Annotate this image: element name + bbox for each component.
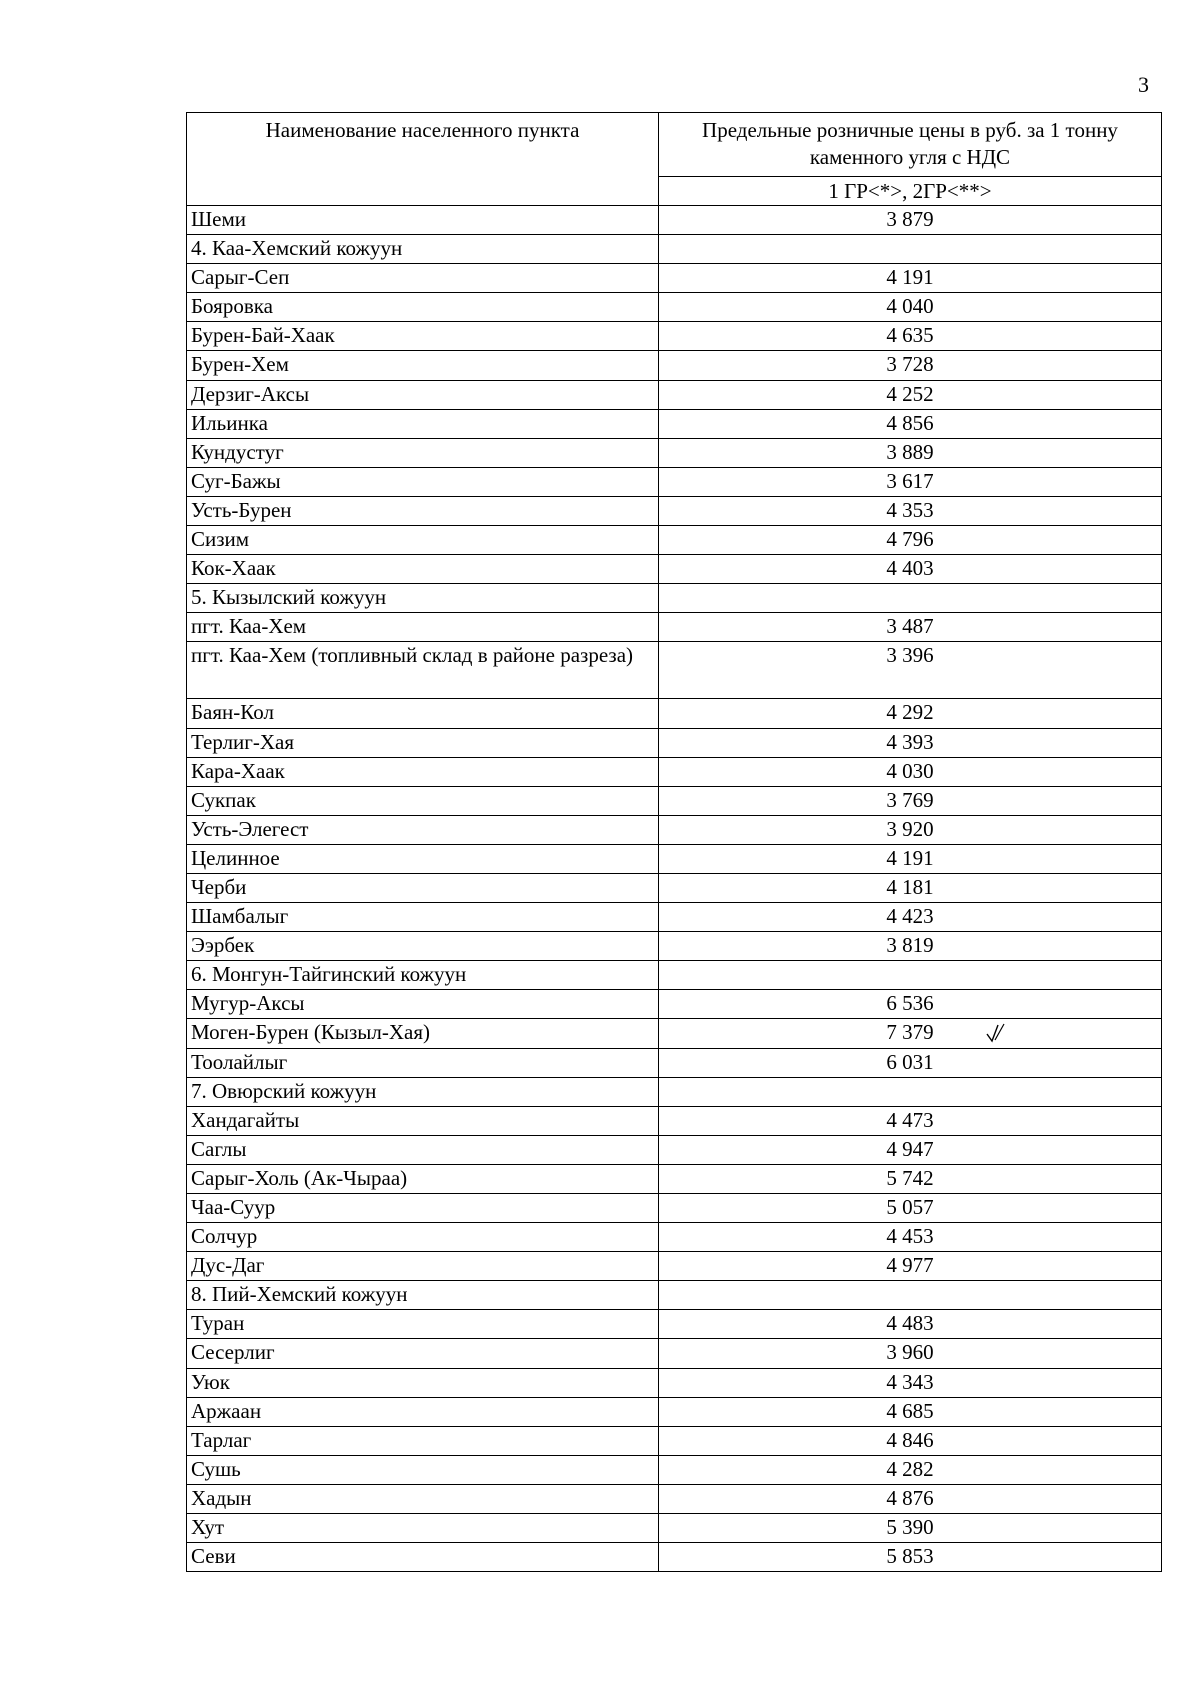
settlement-name: Сизим xyxy=(187,526,659,555)
price-value: 4 040 xyxy=(659,293,1162,322)
price-value: 7 379 xyxy=(659,1019,1162,1048)
table-row xyxy=(187,815,1162,844)
settlement-name: Моген-Бурен (Кызыл-Хая) xyxy=(187,1019,659,1048)
price-value: 6 536 xyxy=(659,990,1162,1019)
price-value: 4 403 xyxy=(659,555,1162,584)
price-value: 3 819 xyxy=(659,932,1162,961)
column-header-price: Предельные розничные цены в руб. за 1 тонну каменного угля с НДС xyxy=(659,113,1162,177)
table-row xyxy=(187,786,1162,815)
table-row xyxy=(187,1106,1162,1135)
price-value: 4 191 xyxy=(659,264,1162,293)
settlement-name: Суг-Бажы xyxy=(187,467,659,496)
table-row xyxy=(187,728,1162,757)
price-value: 4 282 xyxy=(659,1455,1162,1484)
table-row xyxy=(187,903,1162,932)
table-row xyxy=(187,526,1162,555)
settlement-name: Сарыг-Холь (Ак-Чыраа) xyxy=(187,1164,659,1193)
price-value xyxy=(659,961,1162,990)
settlement-name: Шеми xyxy=(187,206,659,235)
handwritten-checkmark xyxy=(984,1022,1010,1044)
settlement-name: Хандагайты xyxy=(187,1106,659,1135)
table-row xyxy=(187,264,1162,293)
settlement-name: Солчур xyxy=(187,1223,659,1252)
price-value: 3 728 xyxy=(659,351,1162,380)
price-value xyxy=(659,584,1162,613)
settlement-name: пгт. Каа-Хем (топливный склад в районе разреза) xyxy=(187,642,659,699)
column-header-settlement: Наименование населенного пункта xyxy=(187,113,659,206)
price-value: 4 292 xyxy=(659,699,1162,728)
table-row xyxy=(187,757,1162,786)
settlement-name: Хадын xyxy=(187,1484,659,1513)
page-number: 3 xyxy=(1138,72,1149,97)
table-row xyxy=(187,990,1162,1019)
price-value: 4 846 xyxy=(659,1426,1162,1455)
settlement-name: 7. Овюрский кожуун xyxy=(187,1077,659,1106)
price-value: 4 393 xyxy=(659,728,1162,757)
settlement-name: Туран xyxy=(187,1310,659,1339)
settlement-name: Аржаан xyxy=(187,1397,659,1426)
table-row xyxy=(187,932,1162,961)
settlement-name: Севи xyxy=(187,1543,659,1572)
table-row xyxy=(187,206,1162,235)
settlement-name: Тоолайлыг xyxy=(187,1048,659,1077)
settlement-name: 4. Каа-Хемский кожуун xyxy=(187,235,659,264)
settlement-name: Дерзиг-Аксы xyxy=(187,380,659,409)
table-row xyxy=(187,1339,1162,1368)
table-row xyxy=(187,1019,1162,1048)
price-value: 4 453 xyxy=(659,1223,1162,1252)
table-row xyxy=(187,1223,1162,1252)
table-row xyxy=(187,642,1162,699)
price-value: 5 057 xyxy=(659,1194,1162,1223)
settlement-name: Бояровка xyxy=(187,293,659,322)
settlement-name: Саглы xyxy=(187,1135,659,1164)
price-value: 4 353 xyxy=(659,496,1162,525)
settlement-name: Хут xyxy=(187,1514,659,1543)
column-subheader-groups: 1 ГР<*>, 2ГР<**> xyxy=(659,176,1162,205)
price-value: 6 031 xyxy=(659,1048,1162,1077)
settlement-name: Целинное xyxy=(187,844,659,873)
settlement-name: Кундустуг xyxy=(187,438,659,467)
table-row xyxy=(187,1484,1162,1513)
price-value: 4 191 xyxy=(659,844,1162,873)
price-value: 4 876 xyxy=(659,1484,1162,1513)
price-value: 3 396 xyxy=(659,642,1162,699)
price-value xyxy=(659,1281,1162,1310)
settlement-name: Тарлаг xyxy=(187,1426,659,1455)
price-value: 5 742 xyxy=(659,1164,1162,1193)
settlement-name: Дус-Даг xyxy=(187,1252,659,1281)
price-value: 4 343 xyxy=(659,1368,1162,1397)
price-table xyxy=(186,112,1162,1572)
table-row xyxy=(187,1397,1162,1426)
table-row xyxy=(187,293,1162,322)
table-row xyxy=(187,1543,1162,1572)
settlement-name: Ээрбек xyxy=(187,932,659,961)
table-row xyxy=(187,844,1162,873)
price-value: 4 252 xyxy=(659,380,1162,409)
table-row xyxy=(187,699,1162,728)
table-row xyxy=(187,1310,1162,1339)
price-value: 4 796 xyxy=(659,526,1162,555)
price-value: 5 853 xyxy=(659,1543,1162,1572)
settlement-name: 5. Кызылский кожуун xyxy=(187,584,659,613)
price-value: 3 769 xyxy=(659,786,1162,815)
settlement-name: Черби xyxy=(187,873,659,902)
price-value: 4 181 xyxy=(659,873,1162,902)
table-row xyxy=(187,1048,1162,1077)
table-row xyxy=(187,1368,1162,1397)
table-row xyxy=(187,584,1162,613)
settlement-name: Сушь xyxy=(187,1455,659,1484)
table-row xyxy=(187,1164,1162,1193)
table-row xyxy=(187,555,1162,584)
settlement-name: Усть-Бурен xyxy=(187,496,659,525)
price-value xyxy=(659,1077,1162,1106)
price-value: 4 483 xyxy=(659,1310,1162,1339)
settlement-name: Бурен-Бай-Хаак xyxy=(187,322,659,351)
price-value: 3 889 xyxy=(659,438,1162,467)
table-row xyxy=(187,351,1162,380)
settlement-name: 8. Пий-Хемский кожуун xyxy=(187,1281,659,1310)
price-value: 4 947 xyxy=(659,1135,1162,1164)
price-value: 3 879 xyxy=(659,206,1162,235)
settlement-name: 6. Монгун-Тайгинский кожуун xyxy=(187,961,659,990)
table-row xyxy=(187,1077,1162,1106)
price-value: 4 856 xyxy=(659,409,1162,438)
settlement-name: Сарыг-Сеп xyxy=(187,264,659,293)
settlement-name: Мугур-Аксы xyxy=(187,990,659,1019)
table-row xyxy=(187,1281,1162,1310)
price-value: 4 635 xyxy=(659,322,1162,351)
settlement-name: Чаа-Суур xyxy=(187,1194,659,1223)
settlement-name: Терлиг-Хая xyxy=(187,728,659,757)
table-row xyxy=(187,1252,1162,1281)
settlement-name: Сукпак xyxy=(187,786,659,815)
price-value: 4 423 xyxy=(659,903,1162,932)
table-row xyxy=(187,1426,1162,1455)
price-value: 4 473 xyxy=(659,1106,1162,1135)
table-row xyxy=(187,1514,1162,1543)
table-row xyxy=(187,380,1162,409)
table-row xyxy=(187,873,1162,902)
table-row xyxy=(187,613,1162,642)
settlement-name: Кок-Хаак xyxy=(187,555,659,584)
settlement-name: Баян-Кол xyxy=(187,699,659,728)
price-value: 3 487 xyxy=(659,613,1162,642)
table-row xyxy=(187,322,1162,351)
price-value: 4 685 xyxy=(659,1397,1162,1426)
settlement-name: Сесерлиг xyxy=(187,1339,659,1368)
price-value: 4 977 xyxy=(659,1252,1162,1281)
table-row xyxy=(187,961,1162,990)
settlement-name: Бурен-Хем xyxy=(187,351,659,380)
price-value: 3 960 xyxy=(659,1339,1162,1368)
table-row xyxy=(187,467,1162,496)
price-value: 5 390 xyxy=(659,1514,1162,1543)
settlement-name: Шамбалыг xyxy=(187,903,659,932)
table-row xyxy=(187,1135,1162,1164)
settlement-name: Ильинка xyxy=(187,409,659,438)
table-row xyxy=(187,235,1162,264)
settlement-name: Уюк xyxy=(187,1368,659,1397)
settlement-name: Усть-Элегест xyxy=(187,815,659,844)
table-row xyxy=(187,1194,1162,1223)
settlement-name: Кара-Хаак xyxy=(187,757,659,786)
price-value xyxy=(659,235,1162,264)
table-row xyxy=(187,409,1162,438)
table-row xyxy=(187,438,1162,467)
table-row xyxy=(187,496,1162,525)
settlement-name: пгт. Каа-Хем xyxy=(187,613,659,642)
price-value: 4 030 xyxy=(659,757,1162,786)
table-body xyxy=(187,206,1162,1572)
price-value: 3 617 xyxy=(659,467,1162,496)
table-row xyxy=(187,1455,1162,1484)
price-value: 3 920 xyxy=(659,815,1162,844)
